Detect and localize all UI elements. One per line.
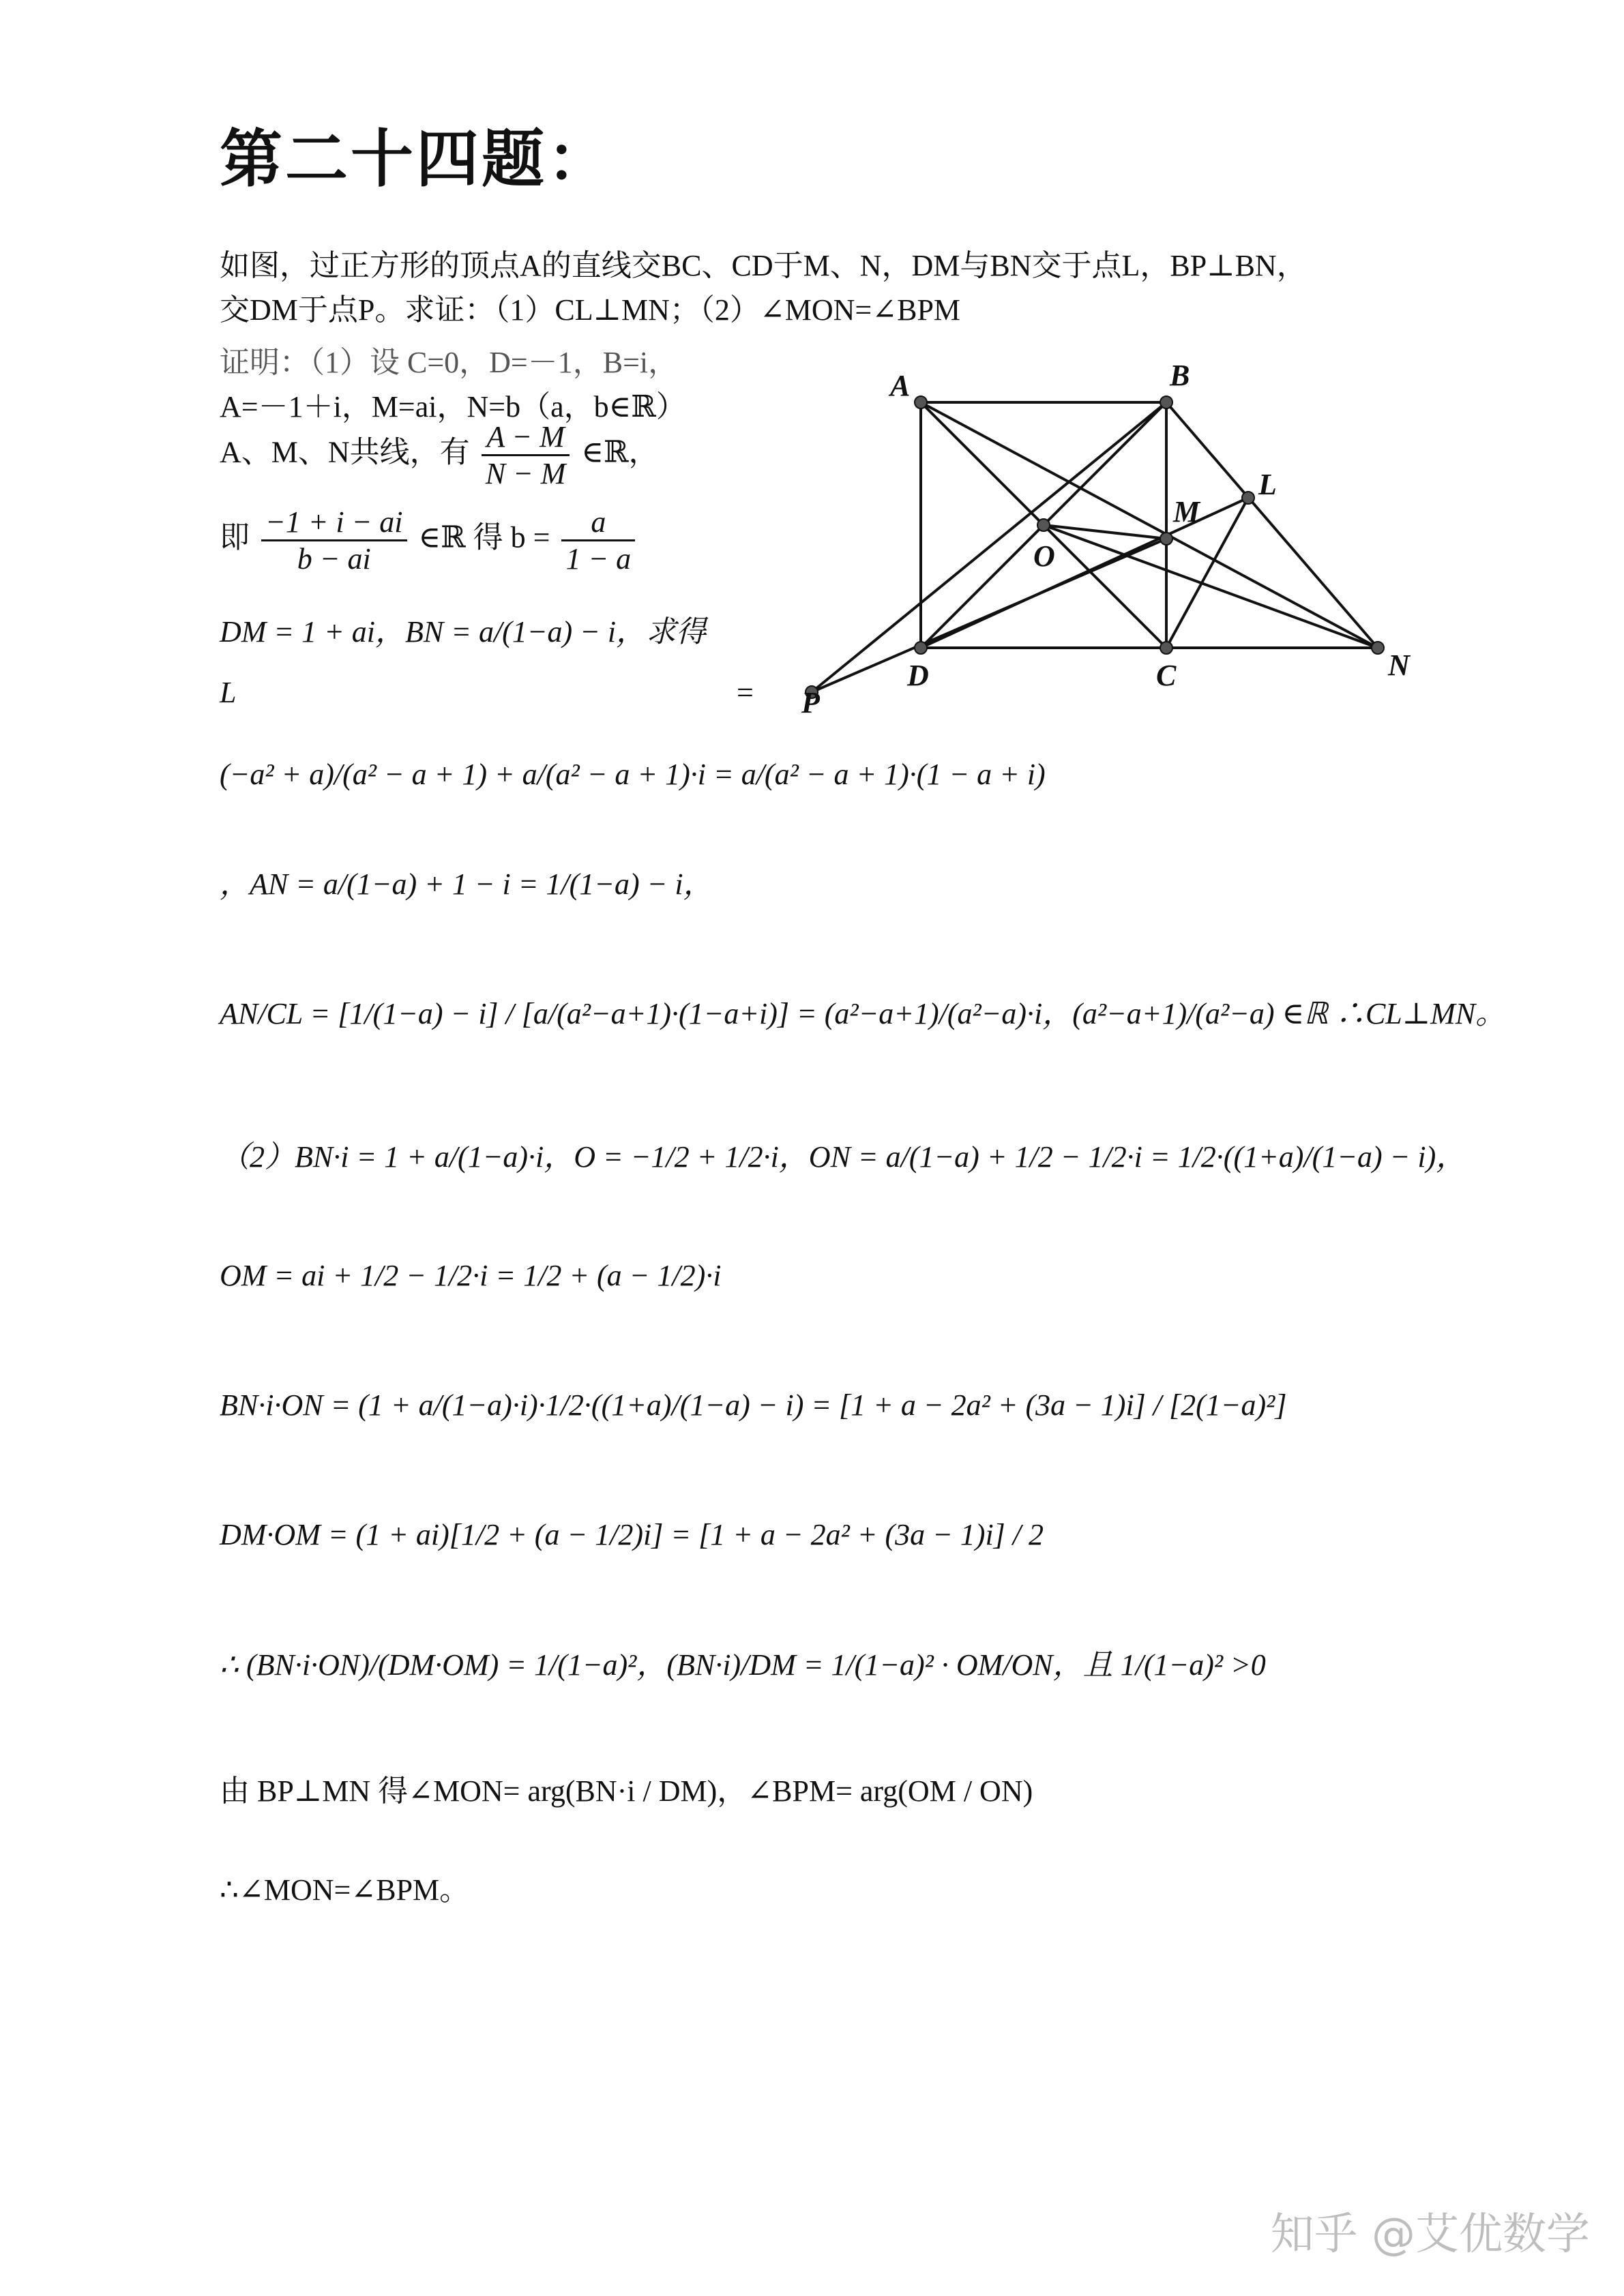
watermark: 知乎 @艾优数学 xyxy=(1270,2209,1590,2260)
point-n xyxy=(1372,642,1384,654)
ie-denominator: b − ai xyxy=(297,542,371,576)
ie-mid: ∈ℝ 得 b = xyxy=(418,520,550,554)
label-c: C xyxy=(1156,659,1177,692)
by-bp-line: 由 BP⊥MN 得∠MON= arg(BN·i / DM)，∠BPM= arg(OM / ON) xyxy=(220,1774,1033,1808)
point-a xyxy=(915,396,927,408)
b-denominator: 1 − a xyxy=(565,542,632,576)
an-expression: ，AN = a/(1−a) + 1 − i = 1/(1−a) − i， xyxy=(220,867,713,901)
l-equals: = xyxy=(737,676,754,709)
geometry-diagram xyxy=(784,355,1439,723)
proof-assign: A=－1＋i，M=ai，N=b（a，b∈ℝ） xyxy=(220,390,686,423)
label-d: D xyxy=(907,659,929,692)
problem-line-1: 如图，过正方形的顶点A的直线交BC、CD于M、N，DM与BN交于点L，BP⊥BN， xyxy=(220,249,1307,282)
part2-line: （2）BN·i = 1 + a/(1−a)·i，O = −1/2 + 1/2·i，ON = a/(1−a) + 1/2 − 1/2·i = 1/2·((1+a)/(1−a) − i)， xyxy=(220,1140,1466,1174)
line-an xyxy=(921,402,1378,648)
collinear-denominator: N − M xyxy=(485,457,566,490)
label-o: O xyxy=(1033,539,1055,573)
point-c xyxy=(1160,642,1172,654)
point-m xyxy=(1160,533,1172,545)
b-fraction xyxy=(561,505,635,576)
line-on xyxy=(1044,525,1378,648)
therefore-line: ∴ (BN·i·ON)/(DM·OM) = 1/(1−a)²，(BN·i)/DM = 1/(1−a)² · OM/ON，且 1/(1−a)² >0 xyxy=(220,1648,1266,1682)
l-label: L xyxy=(220,676,237,709)
label-n: N xyxy=(1388,648,1410,682)
label-p: P xyxy=(801,686,820,719)
in-real: ∈ℝ， xyxy=(581,435,659,469)
proof-intro: 证明：（1）设 C=0，D=－1，B=i， xyxy=(220,346,679,379)
ie-line xyxy=(220,505,639,576)
ie-numerator: −1 + i − ai xyxy=(261,505,407,541)
label-b: B xyxy=(1170,359,1190,392)
dm-om-line: DM·OM = (1 + ai)[1/2 + (a − 1/2)i] = [1 + a − 2a² + (3a − 1)i] / 2 xyxy=(220,1518,1044,1551)
page-title: 第二十四题： xyxy=(220,123,613,196)
om-line: OM = ai + 1/2 − 1/2·i = 1/2 + (a − 1/2)·i xyxy=(220,1259,722,1292)
label-l: L xyxy=(1258,468,1277,501)
point-d xyxy=(915,642,927,654)
b-numerator: a xyxy=(561,505,635,541)
dm-bn-line: DM = 1 + ai，BN = a/(1−a) − i，求得 xyxy=(220,615,707,648)
collinear-prefix: A、M、N共线，有 xyxy=(220,435,470,469)
label-a: A xyxy=(890,369,911,402)
conclusion-line: ∴∠MON=∠BPM。 xyxy=(220,1873,470,1907)
collinear-line xyxy=(220,419,659,491)
point-o xyxy=(1037,519,1050,531)
point-l xyxy=(1242,492,1254,504)
bn-i-on-line: BN·i·ON = (1 + a/(1−a)·i)·1/2·((1+a)/(1−a) − i) = [1 + a − 2a² + (3a − 1)i] / [2(1−a)²] xyxy=(220,1388,1287,1422)
point-b xyxy=(1160,396,1172,408)
collinear-fraction xyxy=(482,419,570,491)
ie-prefix: 即 xyxy=(220,520,250,554)
problem-line-2: 交DM于点P。求证：（1）CL⊥MN；（2）∠MON=∠BPM xyxy=(220,293,961,327)
ratio-expression: AN/CL = [1/(1−a) − i] / [a/(a²−a+1)·(1−a+i)] = (a²−a+1)/(a²−a)·i，(a²−a+1)/(a²−a) ∈ℝ ∴CL⊥MN。 xyxy=(220,997,1506,1030)
line-pm xyxy=(812,539,1166,692)
l-expression: (−a² + a)/(a² − a + 1) + a/(a² − a + 1)·i = a/(a² − a + 1)·(1 − a + i) xyxy=(220,758,1046,791)
collinear-numerator: A − M xyxy=(482,419,570,456)
ie-fraction xyxy=(261,505,407,576)
label-m: M xyxy=(1173,495,1200,528)
